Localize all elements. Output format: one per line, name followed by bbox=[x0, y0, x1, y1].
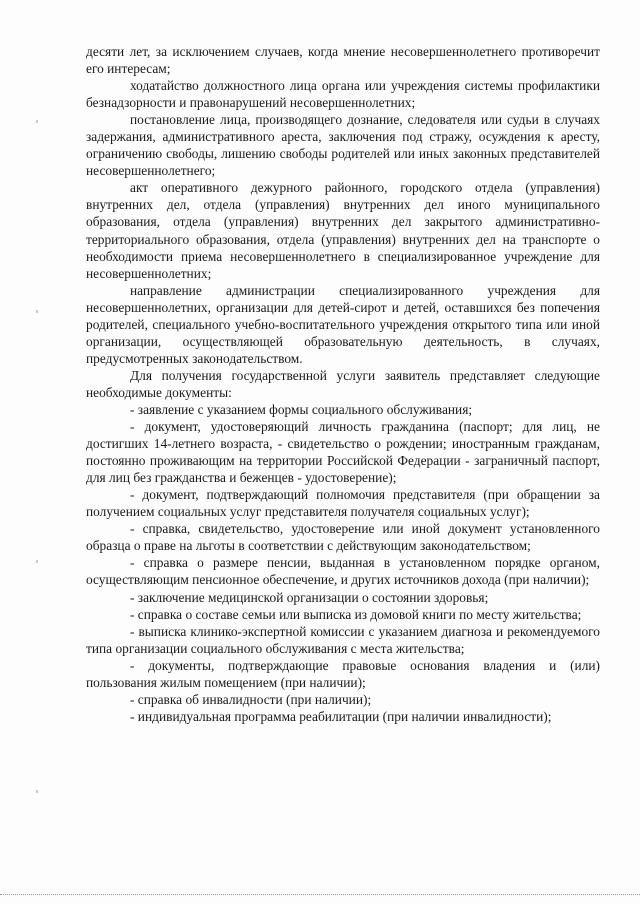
scan-speck bbox=[36, 120, 38, 123]
scan-speck bbox=[36, 560, 38, 563]
list-item-application: - заявление с указанием формы социального обслуживания; bbox=[130, 401, 473, 417]
scan-speck bbox=[36, 790, 38, 793]
list-item-representative-authority: - документ, подтверждающий полномочия представителя (при обращении за получением социальных услуг представителя получателя социальных услуг); bbox=[86, 487, 600, 520]
paragraph-age-exception: десяти лет, за исключением случаев, когда мнение несовершеннолетнего противоречит его интересам; bbox=[86, 44, 600, 77]
list-item-pension-certificate: - справка о размере пенсии, выданная в установленном порядке органом, осуществляющим пенсионное обеспечение, и других источников дохода (при наличии); bbox=[86, 555, 600, 588]
scan-speck bbox=[36, 310, 38, 313]
document-body bbox=[86, 43, 600, 725]
list-item-medical-conclusion: - заключение медицинской организации о состоянии здоровья; bbox=[130, 589, 489, 605]
paragraph-police-act: акт оперативного дежурного районного, городского отдела (управления) внутренних дел, отдела (управления) внутренних дел иного муниципального образования, отдела (управления) внутренних дел закрытого административно-территориального образования, отдела (управления) внутренних дел на транспорте о необходимости приема несовершеннолетнего в специализированное учреждение для несовершеннолетних; bbox=[86, 180, 600, 281]
list-item-housing-documents: - документы, подтверждающие правовые основания владения и (или) пользования жилым помещением (при наличии); bbox=[86, 657, 600, 690]
scan-bottom-edge bbox=[0, 894, 640, 895]
list-item-commission-extract: - выписка клинико-экспертной комиссии с указанием диагноза и рекомендуемого типа организации социального обслуживания с места жительства; bbox=[86, 623, 600, 656]
paragraph-documents-intro: Для получения государственной услуги заявитель представляет следующие необходимые документы: bbox=[86, 367, 600, 400]
paragraph-resolution: постановление лица, производящего дознание, следователя или судьи в случаях задержания, административного ареста, заключения под стражу, осуждения к аресту, ограничению свободы, лишению свободы родителей или иных законных представителей несовершеннолетнего; bbox=[86, 112, 600, 179]
paragraph-referral: направление администрации специализированного учреждения для несовершеннолетних, организации для детей-сирот и детей, оставшихся без попечения родителей, специального учебно-воспитательного учреждения открытого типа или иной организации, осуществляющей образовательную деятельность, в случаях, предусмотренных законодательством. bbox=[86, 282, 600, 366]
list-item-benefits-certificate: - справка, свидетельство, удостоверение или иной документ установленного образца о праве на льготы в соответствии с действующим законодательством; bbox=[86, 521, 600, 554]
list-item-identity-document: - документ, удостоверяющий личность гражданина (паспорт; для лиц, не достигших 14-летнего возраста, - свидетельство о рождении; иностранным гражданам, постоянно проживающим на территории Российской Федерации - заграничный паспорт, для лиц без гражданства и беженцев - удостоверение); bbox=[86, 419, 600, 486]
list-item-rehabilitation-program: - индивидуальная программа реабилитации (при наличии инвалидности); bbox=[130, 708, 552, 724]
list-item-family-composition: - справка о составе семьи или выписка из домовой книги по месту жительства; bbox=[130, 606, 582, 622]
list-item-disability-certificate: - справка об инвалидности (при наличии); bbox=[130, 691, 372, 707]
paragraph-petition: ходатайство должностного лица органа или учреждения системы профилактики безнадзорности и правонарушений несовершеннолетних; bbox=[86, 78, 600, 111]
